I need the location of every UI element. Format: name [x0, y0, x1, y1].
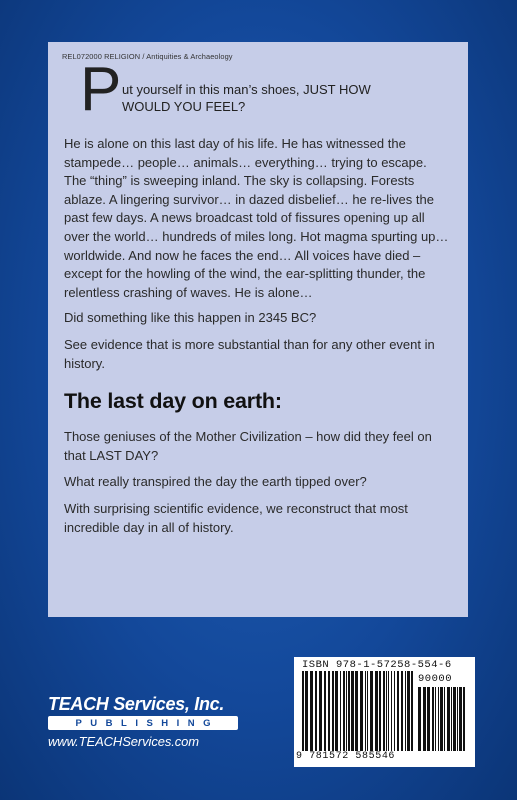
- barcode-bar: [435, 687, 436, 751]
- barcode-bar: [319, 671, 322, 751]
- publisher-name: TEACH Services, Inc.: [48, 694, 225, 714]
- reconstruct-paragraph: With surprising scientific evidence, we reconstruct that most incredible day in all of history.: [64, 500, 408, 535]
- publisher-logo: [48, 694, 238, 749]
- barcode: [294, 657, 475, 767]
- barcode-bar: [310, 671, 313, 751]
- barcode-bar: [340, 671, 341, 751]
- barcode-bar: [397, 671, 399, 751]
- barcode-bar: [423, 687, 426, 751]
- barcode-bar: [463, 687, 465, 751]
- barcode-bar: [383, 671, 385, 751]
- barcode-bar: [367, 671, 368, 751]
- barcode-bar: [365, 671, 366, 751]
- barcode-bar: [324, 671, 326, 751]
- barcode-bar: [438, 687, 439, 751]
- barcode-bar: [348, 671, 350, 751]
- barcode-bar: [451, 687, 452, 751]
- question-paragraph: Did something like this happen in 2345 BC?: [64, 310, 317, 326]
- barcode-bar: [391, 671, 392, 751]
- barcode-bar: [315, 671, 317, 751]
- publisher-subtitle: PUBLISHING: [75, 717, 220, 729]
- barcode-bar: [343, 671, 345, 751]
- barcode-bar: [335, 671, 338, 751]
- barcode-bar: [394, 671, 395, 751]
- story-paragraph: He is alone on this last day of his life. He has witnessed the stampede… people… animals… everything… trying to escape. The “thing” is sweeping inland. The sky is collapsing. Forests ablaze. A lingering survivor… in dazed disbelief… he re-lives the past few days. A news broadcast told of fissures opening up all over the world… hundreds of miles long. Hot magma spurting up… worldwide. And now he faces the end… All voices have died – except for the howling of the wind, the ear-splitting thunder, the relentless crashing of waves. He is alone…: [64, 136, 449, 300]
- barcode-bar: [305, 671, 308, 751]
- opening-text: [122, 81, 371, 115]
- barcode-bar: [447, 687, 450, 751]
- barcode-bar: [440, 687, 443, 751]
- barcode-bar: [427, 687, 430, 751]
- barcode-bar: [332, 671, 334, 751]
- barcode-bar: [459, 687, 462, 751]
- barcode-bar: [375, 671, 378, 751]
- barcode-bar: [370, 671, 373, 751]
- barcode-digits: 9 781572 585546: [296, 751, 396, 762]
- barcode-bar: [379, 671, 381, 751]
- barcode-bar: [405, 671, 406, 751]
- barcode-bar: [355, 671, 358, 751]
- barcode-bar: [411, 671, 413, 751]
- transpired-paragraph: What really transpired the day the earth tipped over?: [64, 474, 367, 490]
- price-code: 90000: [418, 673, 453, 685]
- text-panel: [48, 42, 468, 617]
- geniuses-paragraph: Those geniuses of the Mother Civilization – how did they feel on that LAST DAY?: [64, 429, 432, 463]
- opening-line-1: ut yourself in this man’s shoes, JUST HOW: [122, 82, 371, 97]
- barcode-bar: [360, 671, 363, 751]
- barcode-bars-main: [302, 671, 414, 751]
- publisher-subtitle-bar: [48, 716, 238, 730]
- barcode-bar: [444, 687, 445, 751]
- barcode-bar: [407, 671, 410, 751]
- evidence-paragraph: See evidence that is more substantial than for any other event in history.: [64, 336, 435, 371]
- barcode-bar: [386, 671, 387, 751]
- barcode-bar: [432, 687, 434, 751]
- category-label: REL072000 RELIGION / Antiquities & Archaeology: [62, 52, 233, 61]
- barcode-bar: [453, 687, 456, 751]
- barcode-bar: [351, 671, 354, 751]
- barcode-bar: [401, 671, 403, 751]
- opening-line-2: WOULD YOU FEEL?: [122, 99, 246, 114]
- isbn-text: ISBN 978-1-57258-554-6: [302, 659, 452, 671]
- barcode-bars-addon: [418, 687, 468, 751]
- barcode-bar: [457, 687, 458, 751]
- barcode-bar: [346, 671, 347, 751]
- barcode-bar: [328, 671, 330, 751]
- drop-cap: P: [80, 55, 122, 124]
- publisher-url: www.TEACHServices.com: [48, 734, 200, 749]
- barcode-bar: [388, 671, 389, 751]
- section-heading: The last day on earth:: [64, 389, 282, 414]
- barcode-bar: [418, 687, 421, 751]
- barcode-bar: [302, 671, 304, 751]
